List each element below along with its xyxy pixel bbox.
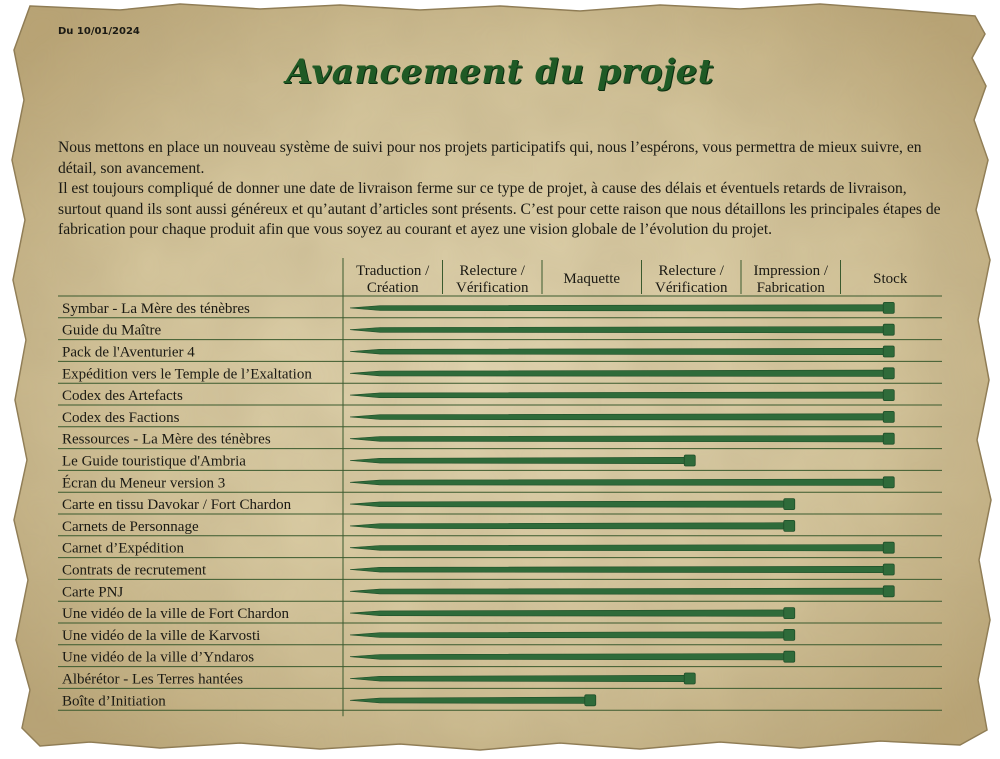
stage-label: Vérification: [456, 280, 529, 296]
progress-bar: [350, 457, 685, 463]
chart-rows: [62, 301, 894, 709]
progress-bar: [350, 675, 685, 681]
progress-bar: [350, 654, 785, 660]
stage-label: Traduction /: [356, 263, 430, 279]
stage-label: Stock: [873, 271, 908, 287]
stage-label: Maquette: [563, 271, 621, 287]
progress-bar-end: [684, 455, 695, 466]
progress-bar-end: [883, 368, 894, 379]
page-title: Avancement du projet: [285, 52, 715, 92]
progress-bar: [350, 610, 785, 616]
stage-label: Vérification: [655, 280, 728, 296]
row-label: Une vidéo de la ville de Karvosti: [62, 627, 261, 644]
stage-label: Fabrication: [756, 280, 825, 296]
row-label: Ressources - La Mère des ténèbres: [62, 431, 271, 448]
progress-bar-end: [883, 564, 894, 575]
progress-bar: [350, 632, 785, 638]
intro-paragraph-2: Il est toujours compliqué de donner une date de livraison ferme sur ce type de projet, à cause des délais et éventuels retards de livraison, surtout quand ils sont aussi généreux et qu’autant d’articles sont présents. C’est pour cette raison que nous détaillons les principales étapes de fabrication pour chaque produit afin que vous soyez au courant et ayez une vision globale de l’évolution du projet.: [58, 180, 941, 238]
progress-bar: [350, 479, 884, 485]
progress-bar: [350, 348, 884, 354]
row-label: Boîte d’Initiation: [62, 693, 166, 710]
stage-label: Création: [366, 280, 419, 296]
row-label: Carnets de Personnage: [62, 518, 199, 535]
progress-bar-end: [883, 433, 894, 444]
progress-bar-end: [784, 629, 795, 640]
progress-bar-end: [883, 346, 894, 357]
row-label: Le Guide touristique d'Ambria: [62, 453, 246, 470]
progress-bar: [350, 588, 884, 594]
progress-bar: [350, 370, 884, 376]
progress-bar-end: [883, 586, 894, 597]
date-label: Du 10/01/2024: [58, 26, 140, 37]
progress-bar: [350, 414, 884, 420]
row-label: Symbar - La Mère des ténèbres: [62, 300, 250, 317]
progress-bar: [350, 327, 884, 333]
stage-label: Relecture /: [459, 263, 525, 279]
progress-bar: [350, 697, 586, 703]
progress-bar-end: [784, 608, 795, 619]
progress-bar: [350, 436, 884, 442]
row-label: Expédition vers le Temple de l’Exaltation: [62, 366, 312, 383]
progress-bar-end: [784, 520, 795, 531]
progress-bar-end: [784, 499, 795, 510]
progress-bar-end: [883, 477, 894, 488]
row-label: Pack de l'Aventurier 4: [62, 344, 195, 361]
row-label: Écran du Meneur version 3: [62, 475, 226, 492]
progress-bar-end: [883, 324, 894, 335]
progress-bar: [350, 566, 884, 572]
row-label: Carte en tissu Davokar / Fort Chardon: [62, 497, 292, 514]
row-label: Guide du Maître: [62, 322, 162, 339]
progress-bar-end: [684, 673, 695, 684]
row-label: Contrats de recrutement: [62, 562, 207, 579]
progress-bar: [350, 501, 785, 507]
progress-bar-end: [883, 390, 894, 401]
row-label: Carnet d’Expédition: [62, 540, 185, 557]
progress-bar: [350, 305, 884, 311]
row-label: Carte PNJ: [62, 584, 124, 601]
progress-bar-end: [883, 411, 894, 422]
stage-label: Relecture /: [658, 263, 724, 279]
row-label: Albérétor - Les Terres hantées: [62, 671, 244, 688]
progress-bar-end: [585, 695, 596, 706]
progress-bar-end: [883, 302, 894, 313]
row-label: Codex des Factions: [62, 409, 180, 426]
stage-headers: [356, 263, 908, 296]
progress-bar: [350, 523, 785, 529]
progress-bar-end: [883, 542, 894, 553]
progress-bar: [350, 392, 884, 398]
stage-label: Impression /: [753, 263, 829, 279]
row-label: Une vidéo de la ville de Fort Chardon: [62, 606, 290, 623]
row-label: Codex des Artefacts: [62, 388, 183, 405]
progress-bar-end: [784, 651, 795, 662]
intro-paragraph-1: Nous mettons en place un nouveau système de suivi pour nos projets participatifs qui, nous l’espérons, vous permettra de mieux suivre, en détail, son avancement.: [58, 139, 922, 177]
progress-bar: [350, 545, 884, 551]
row-label: Une vidéo de la ville d’Yndaros: [62, 649, 255, 666]
